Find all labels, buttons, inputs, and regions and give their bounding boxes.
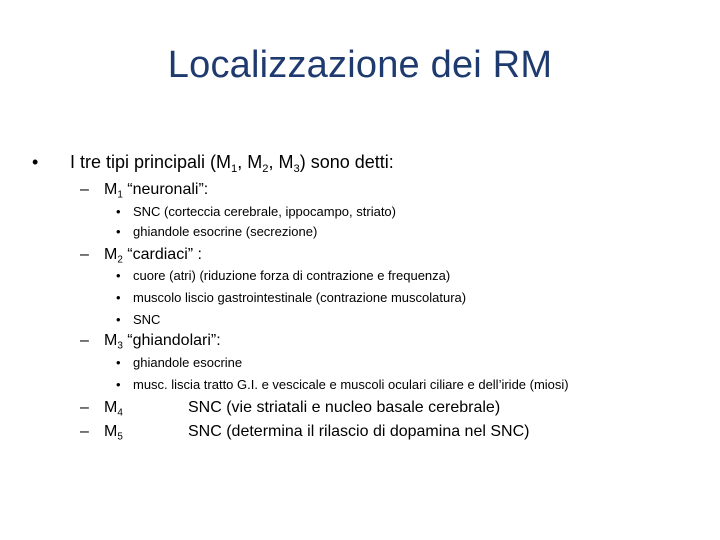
item-text: SNC (corteccia cerebrale, ippocampo, striato): [133, 204, 396, 219]
receptor-label: “cardiaci” :: [122, 246, 202, 263]
receptor-letter: M: [104, 399, 118, 416]
dot-marker: •: [116, 312, 121, 327]
intro-sub-2: 2: [262, 162, 269, 175]
intro-sub-1: 1: [231, 162, 238, 175]
receptor-m3-item: [116, 377, 569, 392]
intro-sub-3: 3: [293, 162, 300, 175]
intro-text-sep2: , M: [268, 152, 294, 172]
receptor-letter: M: [104, 246, 118, 263]
dot-marker: •: [116, 268, 121, 283]
dash-marker: –: [80, 246, 89, 263]
dash-marker: –: [80, 399, 89, 416]
item-text: SNC: [133, 312, 161, 327]
dot-marker: •: [116, 204, 121, 219]
receptor-m3-heading: [80, 332, 221, 350]
receptor-letter: M: [104, 423, 118, 440]
receptor-m3-item: [116, 355, 242, 370]
item-text: muscolo liscio gastrointestinale (contrazione muscolatura): [133, 290, 467, 305]
receptor-letter: M: [104, 332, 118, 349]
receptor-sub: 2: [117, 254, 123, 266]
receptor-sub: 3: [117, 340, 123, 352]
item-text: ghiandole esocrine (secrezione): [133, 224, 318, 239]
dash-marker: –: [80, 423, 89, 440]
dot-marker: •: [116, 377, 121, 392]
item-text: cuore (atri) (riduzione forza di contrazione e frequenza): [133, 268, 451, 283]
dot-marker: •: [116, 290, 121, 305]
receptor-label: “neuronali”:: [122, 181, 209, 198]
receptor-m4-heading: [80, 399, 123, 417]
receptor-m1-heading: [80, 181, 208, 199]
intro-text-sep1: , M: [237, 152, 263, 172]
dash-marker: –: [80, 181, 89, 198]
receptor-m5-heading: [80, 423, 123, 441]
receptor-m2-item: [116, 290, 466, 305]
intro-bullet-line: [32, 152, 394, 173]
receptor-m2-item: [116, 312, 160, 327]
receptor-m1-item: [116, 204, 396, 219]
bullet-marker: •: [32, 152, 39, 172]
receptor-sub: 1: [117, 189, 123, 201]
receptor-m5-description: SNC (determina il rilascio di dopamina nel SNC): [188, 423, 530, 440]
intro-text-start: I tre tipi principali (M: [70, 152, 232, 172]
receptor-m2-item: [116, 268, 450, 283]
dash-marker: –: [80, 332, 89, 349]
slide-title: Localizzazione dei RM: [167, 44, 553, 86]
receptor-m1-item: [116, 224, 317, 239]
dot-marker: •: [116, 355, 121, 370]
dot-marker: •: [116, 224, 121, 239]
item-text: musc. liscia tratto G.I. e vescicale e muscoli oculari ciliare e dell’iride (miosi): [133, 377, 569, 392]
receptor-sub: 5: [117, 431, 123, 443]
item-text: ghiandole esocrine: [133, 355, 243, 370]
receptor-m4-description: SNC (vie striatali e nucleo basale cerebrale): [188, 399, 501, 416]
receptor-m2-heading: [80, 246, 202, 264]
receptor-label: “ghiandolari”:: [122, 332, 221, 349]
receptor-sub: 4: [117, 407, 123, 419]
receptor-letter: M: [104, 181, 118, 198]
intro-text-end: ) sono detti:: [299, 152, 394, 172]
